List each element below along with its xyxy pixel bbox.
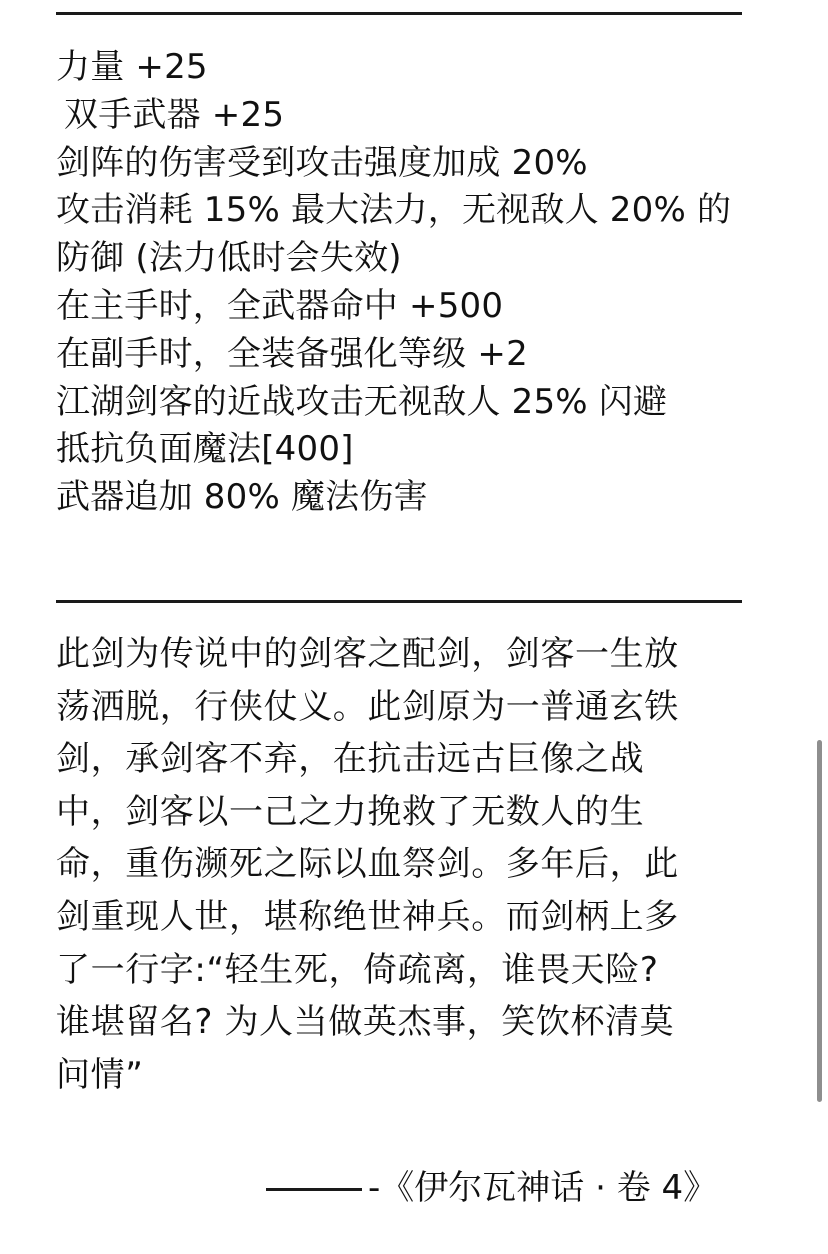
lore-line: 命，重伤濒死之际以血祭剑。多年后，此 bbox=[56, 844, 679, 885]
lore-line: 问情” bbox=[56, 1054, 144, 1095]
stat-line: 抵抗负面魔法[400] bbox=[56, 429, 354, 470]
lore-line: 剑重现人世，堪称绝世神兵。而剑柄上多 bbox=[56, 896, 679, 937]
lore-line: 谁堪留名? 为人当做英杰事，笑饮杯清莫 bbox=[56, 1002, 675, 1043]
lore-line: 荡洒脱，行侠仗义。此剑原为一普通玄铁 bbox=[56, 686, 679, 727]
lore-source bbox=[266, 1164, 717, 1212]
stat-line: 剑阵的伤害受到攻击强度加成 20% bbox=[56, 142, 588, 183]
top-divider bbox=[56, 12, 742, 15]
lore-line: 中，剑客以一己之力挽救了无数人的生 bbox=[56, 791, 645, 832]
source-title: -《伊尔瓦神话 · 卷 4》 bbox=[368, 1168, 718, 1208]
stat-line: 武器追加 80% 魔法伤害 bbox=[56, 477, 428, 518]
stat-line: 江湖剑客的近战攻击无视敌人 25% 闪避 bbox=[56, 381, 668, 422]
vertical-scrollbar[interactable] bbox=[817, 740, 822, 1102]
lore-line: 剑，承剑客不弃，在抗击远古巨像之战 bbox=[56, 739, 645, 780]
lore-line: 了一行字:“轻生死，倚疏离，谁畏天险? bbox=[56, 949, 659, 990]
stat-line: 力量 +25 bbox=[56, 47, 208, 87]
item-stats-list bbox=[56, 44, 776, 522]
lore-text bbox=[56, 628, 756, 1101]
stat-line: 在副手时，全装备强化等级 +2 bbox=[56, 333, 528, 374]
stat-line: 在主手时，全武器命中 +500 bbox=[56, 285, 504, 326]
source-dash bbox=[266, 1188, 362, 1191]
lore-line: 此剑为传说中的剑客之配剑，剑客一生放 bbox=[56, 634, 679, 674]
stat-line: 防御 (法力低时会失效) bbox=[56, 238, 402, 279]
middle-divider bbox=[56, 600, 742, 603]
stat-line: 双手武器 +25 bbox=[64, 94, 285, 135]
stat-line: 攻击消耗 15% 最大法力，无视敌人 20% 的 bbox=[56, 190, 732, 231]
